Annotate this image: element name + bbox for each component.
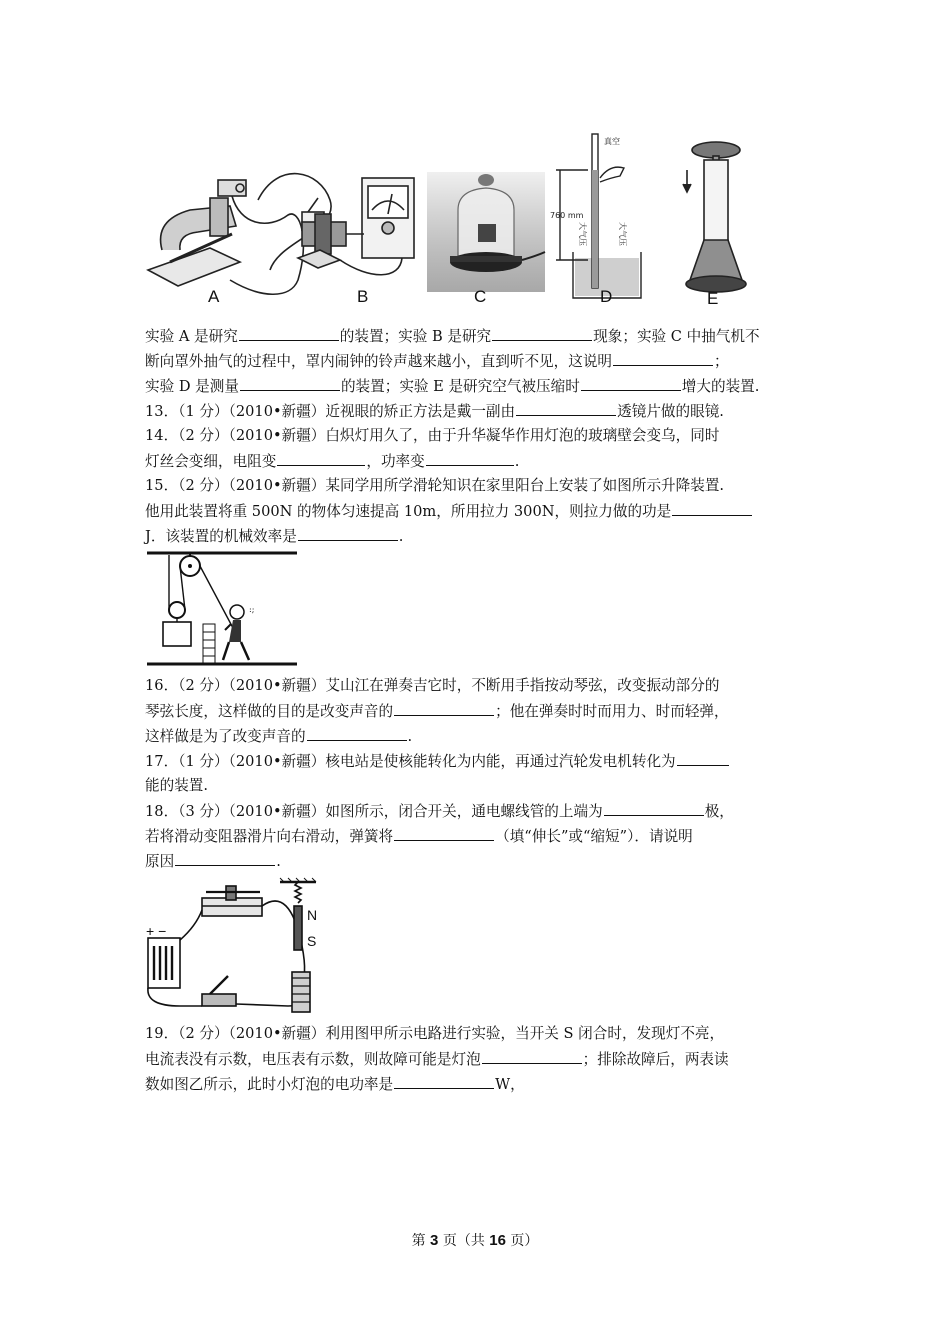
text-segment: 的装置；实验 B 是研究 <box>339 328 492 345</box>
text-segment: . <box>276 853 281 870</box>
figure-b-galvanometer <box>298 178 414 275</box>
footer-total-pages: 16 <box>489 1232 506 1249</box>
text-segment: . <box>398 528 404 545</box>
text-segment: 16．（2 分）（2010•新疆）艾山江在弹奏吉它时，不断用手指按动琴弦，改变振动部分的 <box>145 677 720 694</box>
question-19-line-3 <box>145 1074 525 1095</box>
text-segment: ；排除故障后，两表读 <box>582 1051 729 1068</box>
text-segment: 琴弦长度，这样做的目的是改变声音的 <box>145 703 394 720</box>
answer-blank[interactable] <box>604 801 704 816</box>
answer-blank[interactable] <box>394 826 494 841</box>
text-segment: 13．（1 分）（2010•新疆）近视眼的矫正方法是戴一副由 <box>145 403 516 420</box>
text-segment: 数如图乙所示，此时小灯泡的电功率是 <box>145 1076 394 1093</box>
question-17-line-1 <box>145 751 730 772</box>
answer-blank[interactable] <box>581 376 681 391</box>
text-segment: 这样做是为了改变声音的 <box>145 728 306 745</box>
text-line-1 <box>145 326 760 347</box>
text-segment: 15．（2 分）（2010•新疆）某同学用所学滑轮知识在家里阳台上安装了如图所示升降装置. <box>145 477 725 494</box>
text-segment: 若将滑动变阻器滑片向右滑动，弹簧将 <box>145 828 394 845</box>
text-segment: 电流表没有示数，电压表有示数，则故障可能是灯泡 <box>145 1051 481 1068</box>
text-segment: 的装置；实验 E 是研究空气被压缩时 <box>340 378 580 395</box>
question-17-line-2 <box>145 776 208 796</box>
answer-blank[interactable] <box>613 351 713 366</box>
text-segment: 现象；实验 C 中抽气机不 <box>593 328 760 345</box>
text-line-3 <box>145 376 759 397</box>
figure-b-label: B <box>357 287 369 306</box>
text-segment: W， <box>495 1076 525 1093</box>
question-16-line-3 <box>145 726 412 747</box>
question-18-line-3 <box>145 851 281 872</box>
figure-d-vacuum-label: 真空 <box>604 137 620 146</box>
footer-prefix: 第 <box>411 1233 431 1249</box>
answer-blank[interactable] <box>175 851 275 866</box>
solenoid-circuit-figure <box>140 876 330 1016</box>
figure-c-bell-jar <box>427 172 545 292</box>
battery-sign-label: + − <box>146 923 167 939</box>
question-14-line-2 <box>145 451 519 472</box>
text-segment: ，功率变 <box>366 453 425 470</box>
figure-d-atm-left: 大气压 <box>578 222 587 246</box>
text-segment: 实验 A 是研究 <box>145 328 238 345</box>
question-15-line-3 <box>145 526 403 547</box>
text-segment: . <box>514 453 520 470</box>
question-16-line-1 <box>145 676 719 696</box>
question-19-line-1 <box>145 1024 724 1044</box>
figure-d-label: D <box>600 287 613 306</box>
answer-blank[interactable] <box>492 326 592 341</box>
text-segment: 他用此装置将重 500N 的物体匀速提高 10m，所用拉力 300N，则拉力做的功是 <box>145 503 672 520</box>
question-16-line-2 <box>145 701 729 722</box>
question-15-line-2 <box>145 501 753 522</box>
answer-blank[interactable] <box>394 701 494 716</box>
question-18-line-2 <box>145 826 693 847</box>
answer-blank[interactable] <box>307 726 407 741</box>
text-segment: 18．（3 分）（2010•新疆）如图所示，闭合开关，通电螺线管的上端为 <box>145 803 603 820</box>
pole-n-label: N <box>307 907 318 923</box>
text-segment: 灯丝会变细，电阻变 <box>145 453 277 470</box>
answer-blank[interactable] <box>240 376 340 391</box>
answer-blank[interactable] <box>482 1049 582 1064</box>
question-18-line-1 <box>145 801 734 822</box>
text-segment: 19．（2 分）（2010•新疆）利用图甲所示电路进行实验，当开关 S 闭合时，发现灯不亮， <box>145 1025 725 1042</box>
question-15-line-1 <box>145 476 724 496</box>
text-segment: 14．（2 分）（2010•新疆）白炽灯用久了，由于升华凝华作用灯泡的玻璃壁会变乌，同时 <box>145 427 720 444</box>
question-14-line-1 <box>145 426 719 446</box>
answer-blank[interactable] <box>426 451 514 466</box>
question-19-line-2 <box>145 1049 729 1070</box>
footer-middle: 页（共 <box>438 1233 490 1249</box>
text-segment: 17．（1 分）（2010•新疆）核电站是使核能转化为内能，再通过汽轮发电机转化为 <box>145 753 676 770</box>
pole-s-label: S <box>307 933 317 949</box>
answer-blank[interactable] <box>394 1074 494 1089</box>
pulley-figure <box>145 550 300 670</box>
question-13 <box>145 401 724 422</box>
figure-d-atm-right: 大气压 <box>618 222 627 246</box>
answer-blank[interactable] <box>298 526 398 541</box>
text-segment: ； <box>714 353 729 370</box>
text-segment: 极， <box>704 803 734 820</box>
figure-e-compression <box>683 142 746 292</box>
answer-blank[interactable] <box>677 751 729 766</box>
answer-blank[interactable] <box>672 501 752 516</box>
text-segment: 增大的装置. <box>681 378 760 395</box>
text-segment: （填“伸长”或“缩短”）．请说明 <box>495 828 693 845</box>
answer-blank[interactable] <box>277 451 365 466</box>
answer-blank[interactable] <box>239 326 339 341</box>
text-line-2 <box>145 351 729 372</box>
text-segment: 能的装置. <box>145 777 209 794</box>
figure-c-label: C <box>474 287 487 306</box>
figure-a-label: A <box>208 287 220 306</box>
page-footer <box>0 1230 950 1250</box>
text-segment: 透镜片做的眼镜. <box>617 403 724 420</box>
text-segment: . <box>407 728 413 745</box>
experiment-figures <box>140 130 790 312</box>
figure-e-label: E <box>707 289 719 308</box>
answer-blank[interactable] <box>516 401 616 416</box>
text-segment: 断向罩外抽气的过程中，罩内闹钟的铃声越来越小，直到听不见，这说明 <box>145 353 613 370</box>
text-segment: J．该装置的机械效率是 <box>145 528 297 545</box>
footer-suffix: 页） <box>505 1233 539 1249</box>
svg-text::;: :; <box>249 605 255 614</box>
text-segment: ；他在弹奏时时而用力、时而轻弹， <box>495 703 729 720</box>
text-segment: 原因 <box>145 853 175 870</box>
figure-d-height-label: 760 mm <box>550 211 584 220</box>
text-segment: 实验 D 是测量 <box>145 378 239 395</box>
footer-page-number: 3 <box>430 1232 439 1249</box>
